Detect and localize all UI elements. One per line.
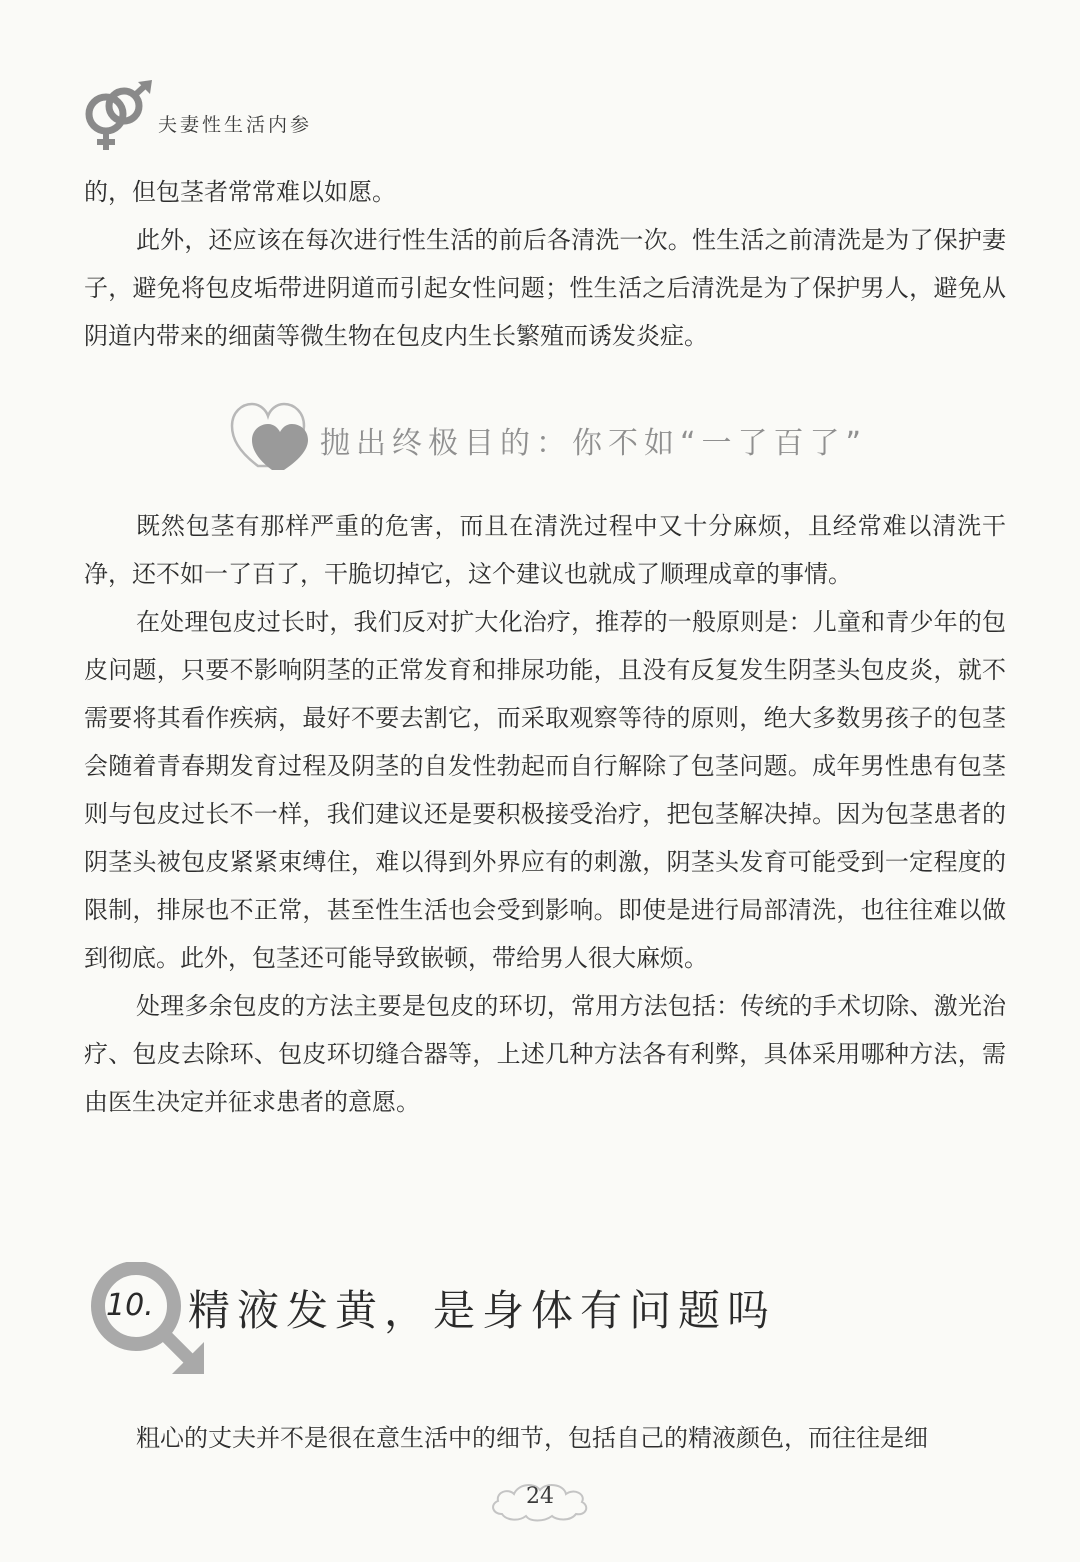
section-title: 精液发黄，是身体有问题吗 — [188, 1286, 777, 1335]
gender-symbol-icon — [80, 80, 160, 152]
paragraph: 此外，还应该在每次进行性生活的前后各清洗一次。性生活之前清洗是为了保护妻子，避免将包皮垢带进阴道而引起女性问题；性生活之后清洗是为了保护男人，避免从阴道内带来的细菌等微生物在包皮内生长繁殖而诱发炎症。 — [84, 226, 1006, 350]
body-text-top — [84, 168, 1006, 360]
paragraph: 既然包茎有那样严重的危害，而且在清洗过程中又十分麻烦，且经常难以清洗干净，还不如一了百了，干脆切掉它，这个建议也就成了顺理成章的事情。 — [84, 512, 1006, 588]
subheading-text: 抛出终极目的：你不如“一了百了” — [320, 426, 868, 461]
body-text-bottom — [84, 1414, 1006, 1462]
subheading — [228, 396, 928, 486]
page-number-cloud — [486, 1476, 594, 1526]
paragraph: 的，但包茎者常常难以如愿。 — [84, 178, 396, 206]
running-header-title: 夫妻性生活内参 — [158, 114, 313, 136]
page-number: 24 — [526, 1484, 554, 1509]
paragraph: 在处理包皮过长时，我们反对扩大化治疗，推荐的一般原则是：儿童和青少年的包皮问题，只要不影响阴茎的正常发育和排尿功能，且没有反复发生阴茎头包皮炎，就不需要将其看作疾病，最好不要去割它，而采取观察等待的原则，绝大多数男孩子的包茎会随着青春期发育过程及阴茎的自发性勃起而自行解除了包茎问题。成年男性患有包茎则与包皮过长不一样，我们建议还是要积极接受治疗，把包茎解决掉。因为包茎患者的阴茎头被包皮紧紧束缚住，难以得到外界应有的刺激，阴茎头发育可能受到一定程度的限制，排尿也不正常，甚至性生活也会受到影响。即使是进行局部清洗，也往往难以做到彻底。此外，包茎还可能导致嵌顿，带给男人很大麻烦。 — [84, 608, 1006, 972]
body-text-middle — [84, 502, 1006, 1126]
section-heading — [80, 1262, 880, 1382]
paragraph: 粗心的丈夫并不是很在意生活中的细节，包括自己的精液颜色，而往往是细 — [136, 1424, 928, 1452]
heart-icon — [228, 396, 314, 476]
paragraph: 处理多余包皮的方法主要是包皮的环切，常用方法包括：传统的手术切除、激光治疗、包皮去除环、包皮环切缝合器等，上述几种方法各有利弊，具体采用哪种方法，需由医生决定并征求患者的意愿。 — [84, 992, 1006, 1116]
running-header — [80, 80, 480, 160]
section-number: 10. — [106, 1288, 154, 1323]
